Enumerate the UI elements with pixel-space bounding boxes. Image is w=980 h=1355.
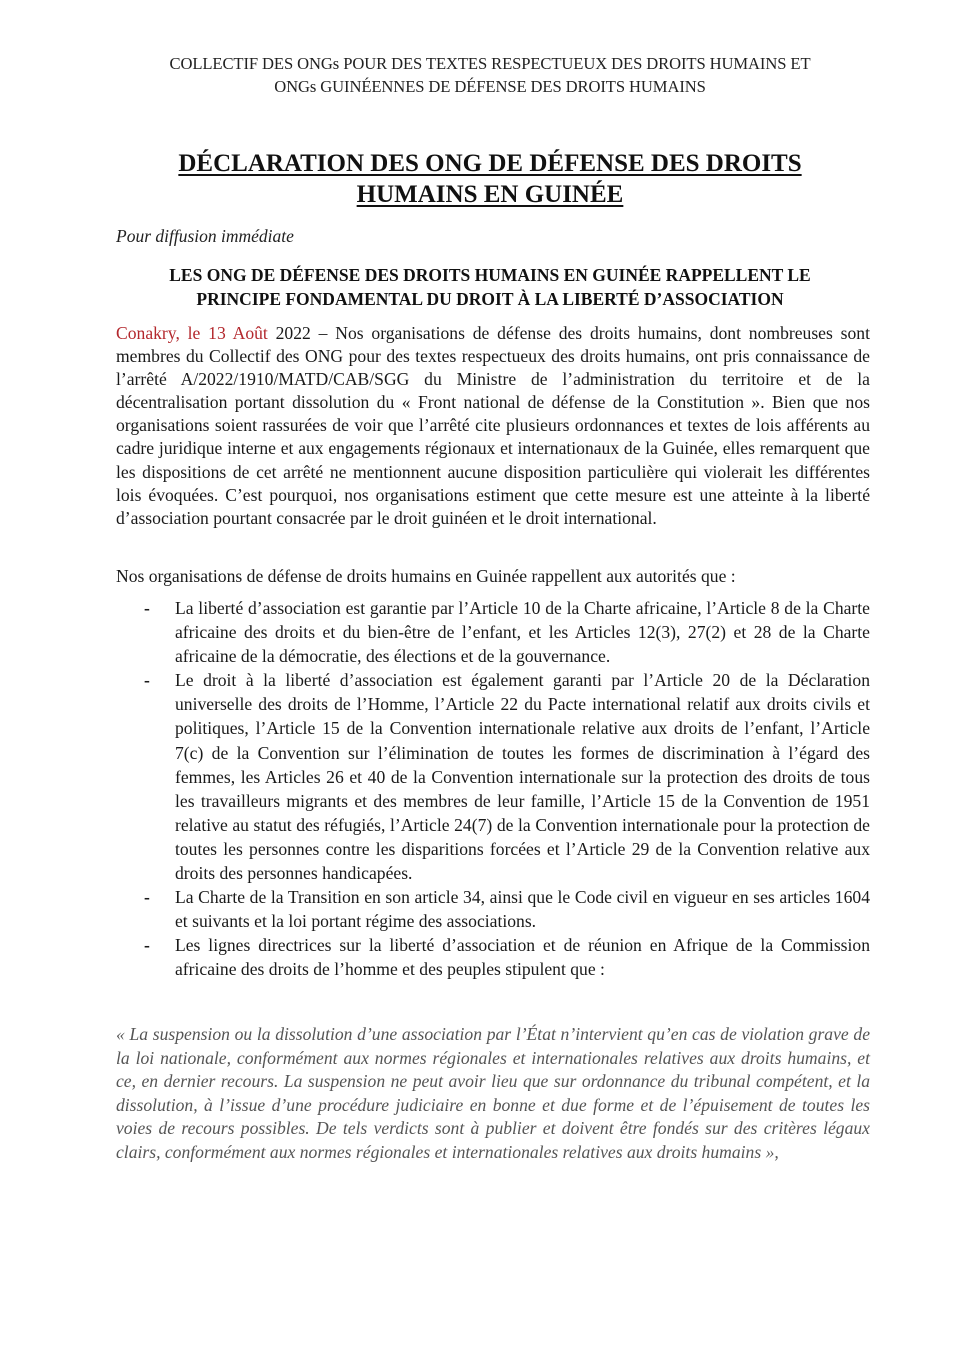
subtitle-line-1: LES ONG DE DÉFENSE DES DROITS HUMAINS EN GUINÉE RAPPELLENT LE — [169, 265, 811, 285]
place-date: Conakry, le 13 Août — [116, 323, 268, 343]
list-item — [116, 933, 870, 981]
bullet-dash: - — [144, 935, 150, 956]
list-item-text: La Charte de la Transition en son article 34, ainsi que le Code civil en vigueur en ses articles 1604 et suivants et la loi portant régime des associations. — [175, 887, 870, 932]
intro-paragraph — [116, 322, 870, 530]
list-item-text: Les lignes directrices sur la liberté d’association et de réunion en Afrique de la Commission africaine des droits de l’homme et des peuples stipulent que : — [175, 935, 870, 980]
document-title — [100, 148, 880, 210]
list-item — [116, 885, 870, 933]
organization-header — [100, 52, 880, 98]
document-subtitle — [100, 263, 880, 311]
guidelines-quote: « La suspension ou la dissolution d’une association par l’État n’intervient qu’en cas de violation grave de la loi nationale, conformément aux normes régionales et internationales relatives aux droits humains, et ce, en dernier recours. La suspension ne peut avoir lieu que sur ordonnance du tribunal compétent, et la dissolution, à l’issue d’une procédure judiciaire en bonne et due forme et de l’épuisement de toutes les voies de recours possibles. De tels verdicts sont à publier et doivent être fondés sur des critères légaux clairs, conformément aux normes régionales et internationales relatives aux droits humains », — [116, 1024, 870, 1162]
reminder-paragraph: Nos organisations de défense de droits humains en Guinée rappellent aux autorités que : — [116, 566, 736, 586]
bullet-dash: - — [144, 887, 150, 908]
list-item-text: Le droit à la liberté d’association est également garanti par l’Article 20 de la Déclaration universelle des droits de l’Homme, l’Article 22 du Pacte international relatif aux droits civils et politiques, l’Article 15 de la Convention internationale relative aux droits de l’enfant, l’Article 7(c) de la Convention sur l’élimination de toutes les formes de discrimination à l’égard des femmes, les Articles 26 et 40 de la Convention internationale sur la protection des droits de tous les travailleurs migrants et des membres de leur famille, l’Article 15 de la Convention de 1951 relative au statut des réfugiés, l’Article 24(7) de la Convention internationale pour la protection de toutes les personnes contre les disparitions forcées et l’Article 29 de la Convention relative aux droits des personnes handicapées. — [175, 670, 870, 884]
list-item — [116, 596, 870, 668]
organization-line-2: ONGs GUINÉENNES DE DÉFENSE DES DROITS HUMAINS — [274, 77, 706, 96]
release-note: Pour diffusion immédiate — [116, 226, 294, 246]
organization-line-1: COLLECTIF DES ONGs POUR DES TEXTES RESPECTUEUX DES DROITS HUMAINS ET — [169, 54, 811, 73]
subtitle-line-2: PRINCIPE FONDAMENTAL DU DROIT À LA LIBERTÉ D’ASSOCIATION — [196, 289, 784, 309]
list-item-text: La liberté d’association est garantie par l’Article 10 de la Charte africaine, l’Article 8 de la Charte africaine des droits et du bien-être de l’enfant, et les Articles 12(3), 27(2) et 28 de la Charte africaine de la démocratie, des élections et de la gouvernance. — [175, 598, 870, 667]
title-line-2: HUMAINS EN GUINÉE — [356, 181, 624, 208]
bullet-dash: - — [144, 670, 150, 691]
intro-paragraph-text: 2022 – Nos organisations de défense des droits humains, dont nombreuses sont membres du Collectif des ONG pour des textes respectueux des droits humains, ont pris connaissance de l’arrêté A/2022/1910/MATD/CAB/SGG du Ministre de l’administration du territoire et de la décentralisation portant dissolution du « Front national de défense de la Constitution ». Bien que nos organisations soient rassurées de voir que l’arrêté cite plusieurs ordonnances et textes de lois afférents au cadre juridique interne et aux engagements régionaux et internationaux de la Guinée, elles remarquent que les dispositions de cet arrêté ne mentionnent aucune disposition particulière qui violerait les différentes lois évoquées. C’est pourquoi, nos organisations estiment que cette mesure est une atteinte à la liberté d’association pourtant consacrée par le droit guinéen et le droit international. — [116, 323, 870, 528]
bullet-dash: - — [144, 598, 150, 618]
list-item — [116, 668, 870, 885]
legal-basis-list — [116, 596, 870, 982]
title-line-1: DÉCLARATION DES ONG DE DÉFENSE DES DROITS — [178, 150, 802, 177]
